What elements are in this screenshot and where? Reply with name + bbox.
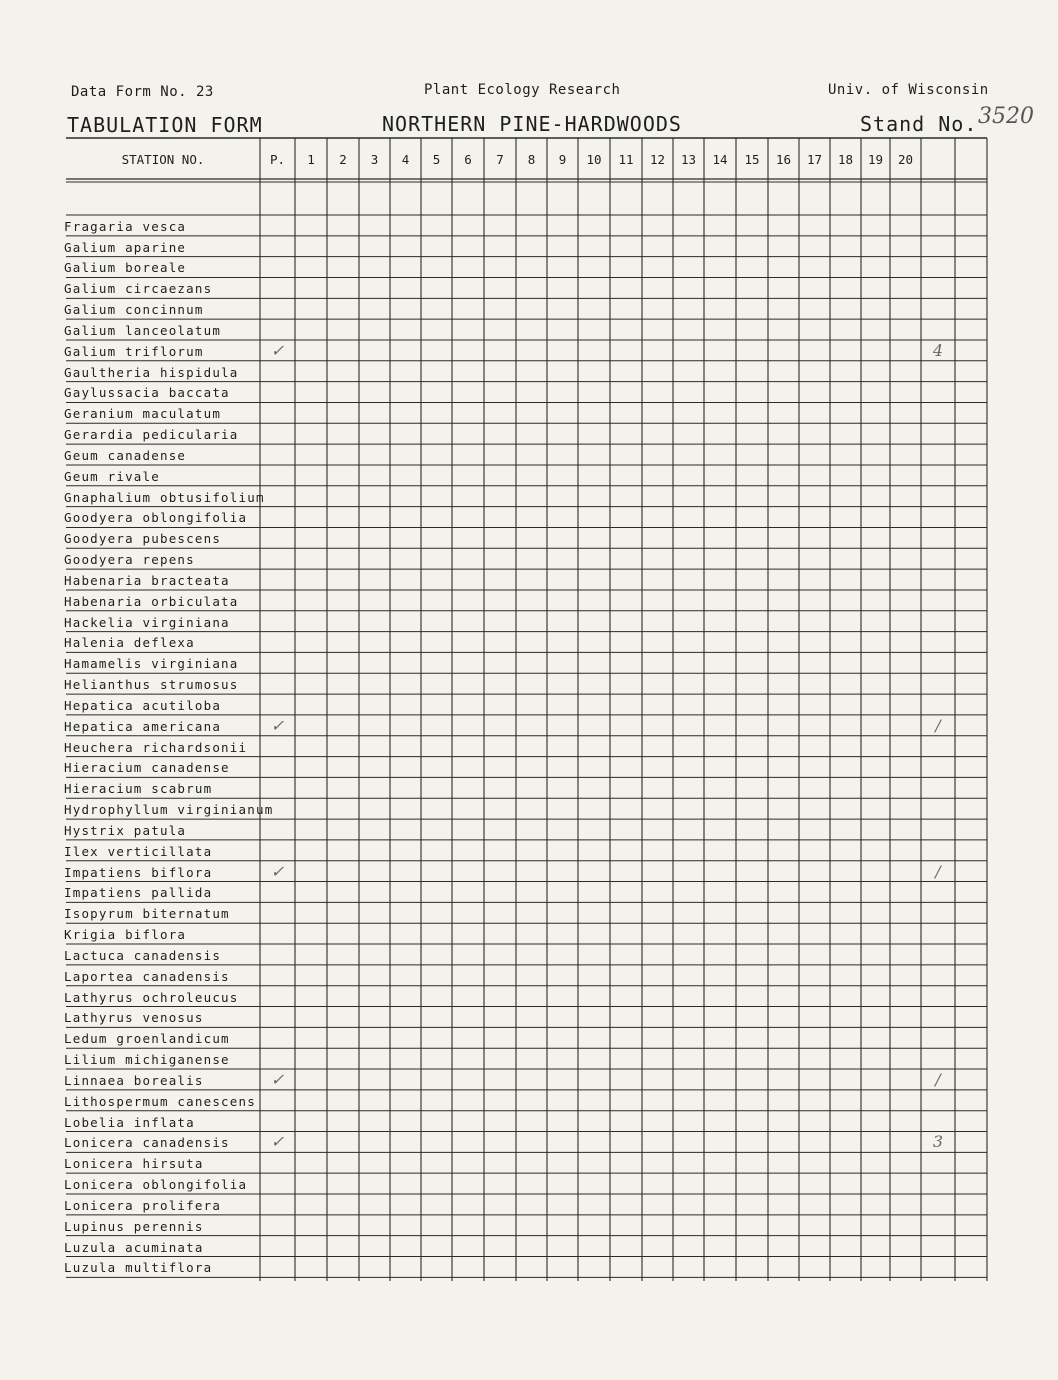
- column-header: 7: [496, 152, 504, 167]
- community-title: NORTHERN PINE-HARDWOODS: [382, 112, 682, 136]
- species-name: Hepatica americana: [64, 718, 222, 734]
- species-name: Lonicera canadensis: [64, 1135, 230, 1151]
- column-header: 19: [867, 152, 884, 167]
- species-name: Lilium michiganense: [64, 1052, 230, 1068]
- column-header: 2: [339, 152, 347, 167]
- species-name: Luzula acuminata: [64, 1239, 204, 1255]
- column-header: 18: [837, 152, 854, 167]
- species-name: Halenia deflexa: [64, 635, 195, 651]
- column-header: 10: [586, 152, 602, 167]
- column-header: 15: [744, 152, 760, 167]
- column-header: 17: [806, 152, 823, 167]
- column-header: 9: [558, 152, 567, 167]
- column-header: 1: [307, 152, 315, 167]
- species-name: Lonicera hirsuta: [64, 1156, 204, 1172]
- column-header: 12: [649, 152, 666, 167]
- species-name: Hydrophyllum virginianum: [64, 802, 274, 818]
- column-header: 14: [712, 152, 728, 167]
- species-name: Hystrix patula: [64, 822, 187, 838]
- species-name: Habenaria bracteata: [64, 572, 230, 588]
- institution-name: Univ. of Wisconsin: [828, 82, 989, 98]
- species-name: Galium triflorum: [64, 343, 204, 359]
- column-header: 20: [897, 152, 914, 167]
- species-name: Lathyrus ochroleucus: [64, 989, 239, 1005]
- species-name: Gaultheria hispidula: [64, 364, 239, 380]
- species-name: Goodyera oblongifolia: [64, 510, 248, 526]
- column-header: 6: [464, 152, 472, 167]
- species-name: Galium lanceolatum: [64, 322, 222, 338]
- species-name: Gaylussacia baccata: [64, 385, 230, 401]
- stand-number-handwritten: 3520: [978, 104, 1034, 129]
- species-name: Ledum groenlandicum: [64, 1031, 230, 1047]
- species-name: Galium boreale: [64, 260, 187, 276]
- form-number: Data Form No. 23: [71, 84, 214, 100]
- column-header: 11: [618, 152, 634, 167]
- species-name: Hepatica acutiloba: [64, 697, 222, 713]
- species-name: Lithospermum canescens: [64, 1093, 256, 1109]
- species-name: Linnaea borealis: [64, 1072, 204, 1088]
- column-header: 16: [775, 152, 792, 167]
- species-name: Ilex verticillata: [64, 843, 213, 859]
- species-name: Hackelia virginiana: [64, 614, 230, 630]
- form-title: TABULATION FORM: [67, 113, 263, 137]
- column-header: 13: [680, 152, 697, 167]
- species-name: Lupinus perennis: [64, 1218, 204, 1234]
- species-name: Galium concinnum: [64, 302, 204, 318]
- species-name: Heuchera richardsonii: [64, 739, 248, 755]
- handwritten-mark: 3: [932, 1132, 944, 1152]
- stand-label: Stand No.: [860, 112, 978, 136]
- handwritten-mark: /: [935, 1069, 941, 1089]
- species-name: Hamamelis virginiana: [64, 656, 239, 672]
- species-name: Isopyrum biternatum: [64, 906, 230, 922]
- species-name: Impatiens pallida: [64, 885, 213, 901]
- species-name: Geum rivale: [64, 468, 160, 484]
- column-header: 5: [432, 152, 441, 167]
- species-name: Lactuca canadensis: [64, 947, 222, 963]
- column-header: 8: [527, 152, 536, 167]
- species-name: Gerardia pedicularia: [64, 427, 239, 443]
- species-name: Goodyera repens: [64, 552, 195, 568]
- species-name: Laportea canadensis: [64, 968, 230, 984]
- species-name: Geranium maculatum: [64, 406, 222, 422]
- column-header: P.: [269, 152, 286, 167]
- column-header: 3: [370, 152, 379, 167]
- handwritten-mark: 4: [932, 340, 944, 360]
- species-name: Lonicera prolifera: [64, 1197, 222, 1213]
- handwritten-mark: ✓: [270, 340, 285, 360]
- species-name: Lonicera oblongifolia: [64, 1177, 248, 1192]
- species-name: Habenaria orbiculata: [64, 593, 239, 609]
- handwritten-mark: /: [935, 715, 941, 735]
- species-name: Impatiens biflora: [64, 864, 213, 880]
- species-name: Lobelia inflata: [64, 1114, 195, 1130]
- handwritten-mark: /: [935, 861, 941, 881]
- species-name: Krigia biflora: [64, 927, 187, 943]
- species-name: Fragaria vesca: [64, 218, 187, 234]
- station-number-label: STATION NO.: [121, 152, 205, 167]
- species-name: Galium aparine: [64, 239, 187, 255]
- species-name: Geum canadense: [64, 447, 187, 463]
- species-name: Goodyera pubescens: [64, 531, 222, 547]
- species-name: Helianthus strumosus: [64, 677, 239, 693]
- species-name: Hieracium scabrum: [64, 781, 213, 797]
- handwritten-mark: ✓: [270, 1132, 285, 1152]
- handwritten-mark: ✓: [270, 1069, 285, 1089]
- species-name: Hieracium canadense: [64, 760, 230, 776]
- project-name: Plant Ecology Research: [424, 82, 621, 98]
- species-name: Galium circaezans: [64, 281, 213, 297]
- species-name: Lathyrus venosus: [64, 1010, 204, 1026]
- handwritten-mark: ✓: [270, 861, 285, 881]
- species-name: Gnaphalium obtusifolium: [64, 489, 265, 505]
- column-header: 4: [401, 152, 410, 167]
- species-name: Luzula multiflora: [64, 1260, 213, 1276]
- handwritten-mark: ✓: [270, 715, 285, 735]
